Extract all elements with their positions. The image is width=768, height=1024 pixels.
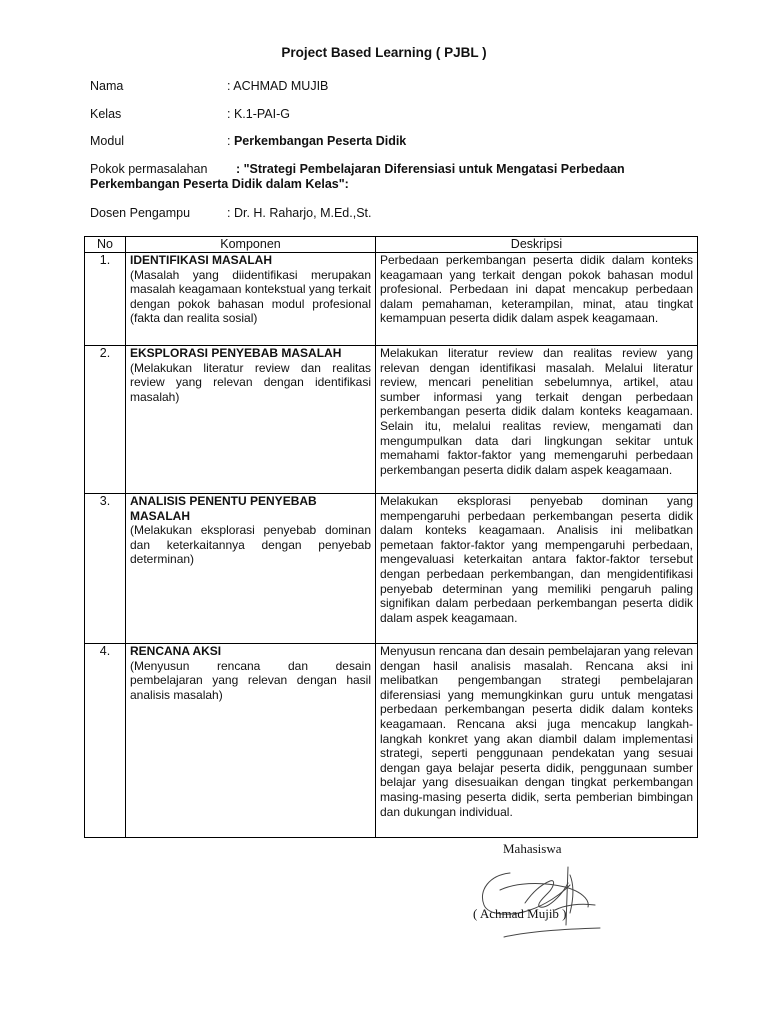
komponen-description: (Masalah yang diidentifikasi merupakan masalah keagamaan kontekstual yang terkait dengan pokok bahasan modul profesional (fakta dan realita sosial): [130, 267, 371, 326]
komponen-title: EKSPLORASI PENYEBAB MASALAH: [130, 346, 342, 360]
table-row: [85, 644, 698, 838]
pjbl-table: [84, 236, 698, 838]
table-row: [85, 494, 698, 644]
row-number: 2.: [85, 346, 126, 494]
komponen-description: (Melakukan eksplorasi penyebab dominan dan keterkaitannya dengan penyebab determinan): [130, 523, 371, 567]
row-number: 1.: [85, 253, 126, 346]
pokok-permasalahan-label: Pokok permasalahan: [90, 162, 208, 176]
deskripsi-cell: Melakukan eksplorasi penyebab dominan yang mempengaruhi perbedaan perkembangan peserta didik dalam konteks keagamaan. Analisis ini melibatkan pemetaan faktor-faktor yang mempengaruhi perbedaan, mengevaluasi keterkaitan antara faktor-faktor tersebut dengan perbedaan perkembangan, dan mengidentifikasi penyebab determinan yang memiliki pengaruh paling signifikan dalam perbedaan perkembangan peserta didik dalam aspek keagamaan.: [376, 494, 698, 644]
table-header-row: [85, 237, 698, 253]
header-komponen: Komponen: [126, 237, 376, 253]
signature-name: ( Achmad Mujib ): [473, 906, 567, 921]
deskripsi-cell: Melakukan literatur review dan realitas review yang relevan dengan identifikasi masalah. Melalui literatur review, mencari penelitian sebelumnya, artikel, atau sumber informasi yang terkait dengan perbedaan perkembangan peserta didik dalam konteks keagamaan. Selain itu, melalui realitas review, mengamati dan mengumpulkan data dari lingkungan sekitar untuk memahami faktor-faktor yang memengaruhi perbedaan perkembangan peserta didik dalam aspek keagamaan.: [376, 346, 698, 494]
row-number: 4.: [85, 644, 126, 838]
deskripsi-cell: Menyusun rencana dan desain pembelajaran yang relevan dengan hasil analisis masalah. Rencana aksi ini melibatkan pengembangan strategi pembelajaran diferensiasi yang memungkinkan guru untuk mengatasi perbedaan perkembangan peserta didik dalam konteks keagamaan. Rencana aksi juga mencakup langkah-langkah konkret yang akan diambil dalam implementasi strategi, seperti penggunaan pendekatan yang sesuai dengan gaya belajar peserta didik, penggunaan sumber belajar yang disesuaikan dengan tingkat perkembangan masing-masing peserta didik, serta pemberian bimbingan dan dukungan individual.: [376, 644, 698, 838]
modul-label: Modul: [90, 134, 125, 148]
dosen-label: Dosen Pengampu: [90, 206, 191, 220]
header-deskripsi: Deskripsi: [376, 237, 698, 253]
row-number: 3.: [85, 494, 126, 644]
komponen-description: (Menyusun rencana dan desain pembelajaran yang relevan dengan hasil analisis masalah): [130, 658, 371, 702]
dosen-value: : Dr. H. Raharjo, M.Ed.,St.: [227, 206, 372, 220]
modul-value-line: [227, 134, 406, 148]
komponen-cell: [126, 644, 376, 838]
header-no: No: [85, 237, 126, 253]
modul-colon: :: [227, 134, 234, 148]
pokok-permasalahan-value-cont: Perkembangan Peserta Didik dalam Kelas":: [90, 177, 349, 191]
komponen-title: ANALISIS PENENTU PENYEBAB MASALAH: [130, 494, 317, 523]
nama-label: Nama: [90, 79, 124, 93]
kelas-value: : K.1-PAI-G: [227, 107, 290, 121]
modul-value: Perkembangan Peserta Didik: [233, 134, 407, 148]
table-row: [85, 346, 698, 494]
nama-value: : ACHMAD MUJIB: [227, 79, 329, 93]
komponen-cell: [126, 494, 376, 644]
komponen-cell: [126, 253, 376, 346]
deskripsi-cell: Perbedaan perkembangan peserta didik dalam konteks keagamaan yang terkait dengan pokok bahasan modul profesional. Perbedaan ini dapat mencakup perbedaan dalam pemahaman, keterampilan, minat, atau tingkat kemampuan peserta didik dalam aspek keagamaan.: [376, 253, 698, 346]
komponen-description: (Melakukan literatur review dan realitas review yang relevan dengan identifikasi masalah): [130, 360, 371, 404]
pokok-permasalahan-value: : "Strategi Pembelajaran Diferensiasi untuk Mengatasi Perbedaan: [236, 162, 625, 176]
table-row: [85, 253, 698, 346]
signature-role: Mahasiswa: [503, 841, 562, 856]
komponen-cell: [126, 346, 376, 494]
komponen-title: RENCANA AKSI: [130, 644, 222, 658]
kelas-label: Kelas: [90, 107, 122, 121]
handwritten-signature: [470, 855, 620, 940]
page-title: Project Based Learning ( PJBL ): [281, 45, 487, 60]
komponen-title: IDENTIFIKASI MASALAH: [130, 253, 272, 267]
